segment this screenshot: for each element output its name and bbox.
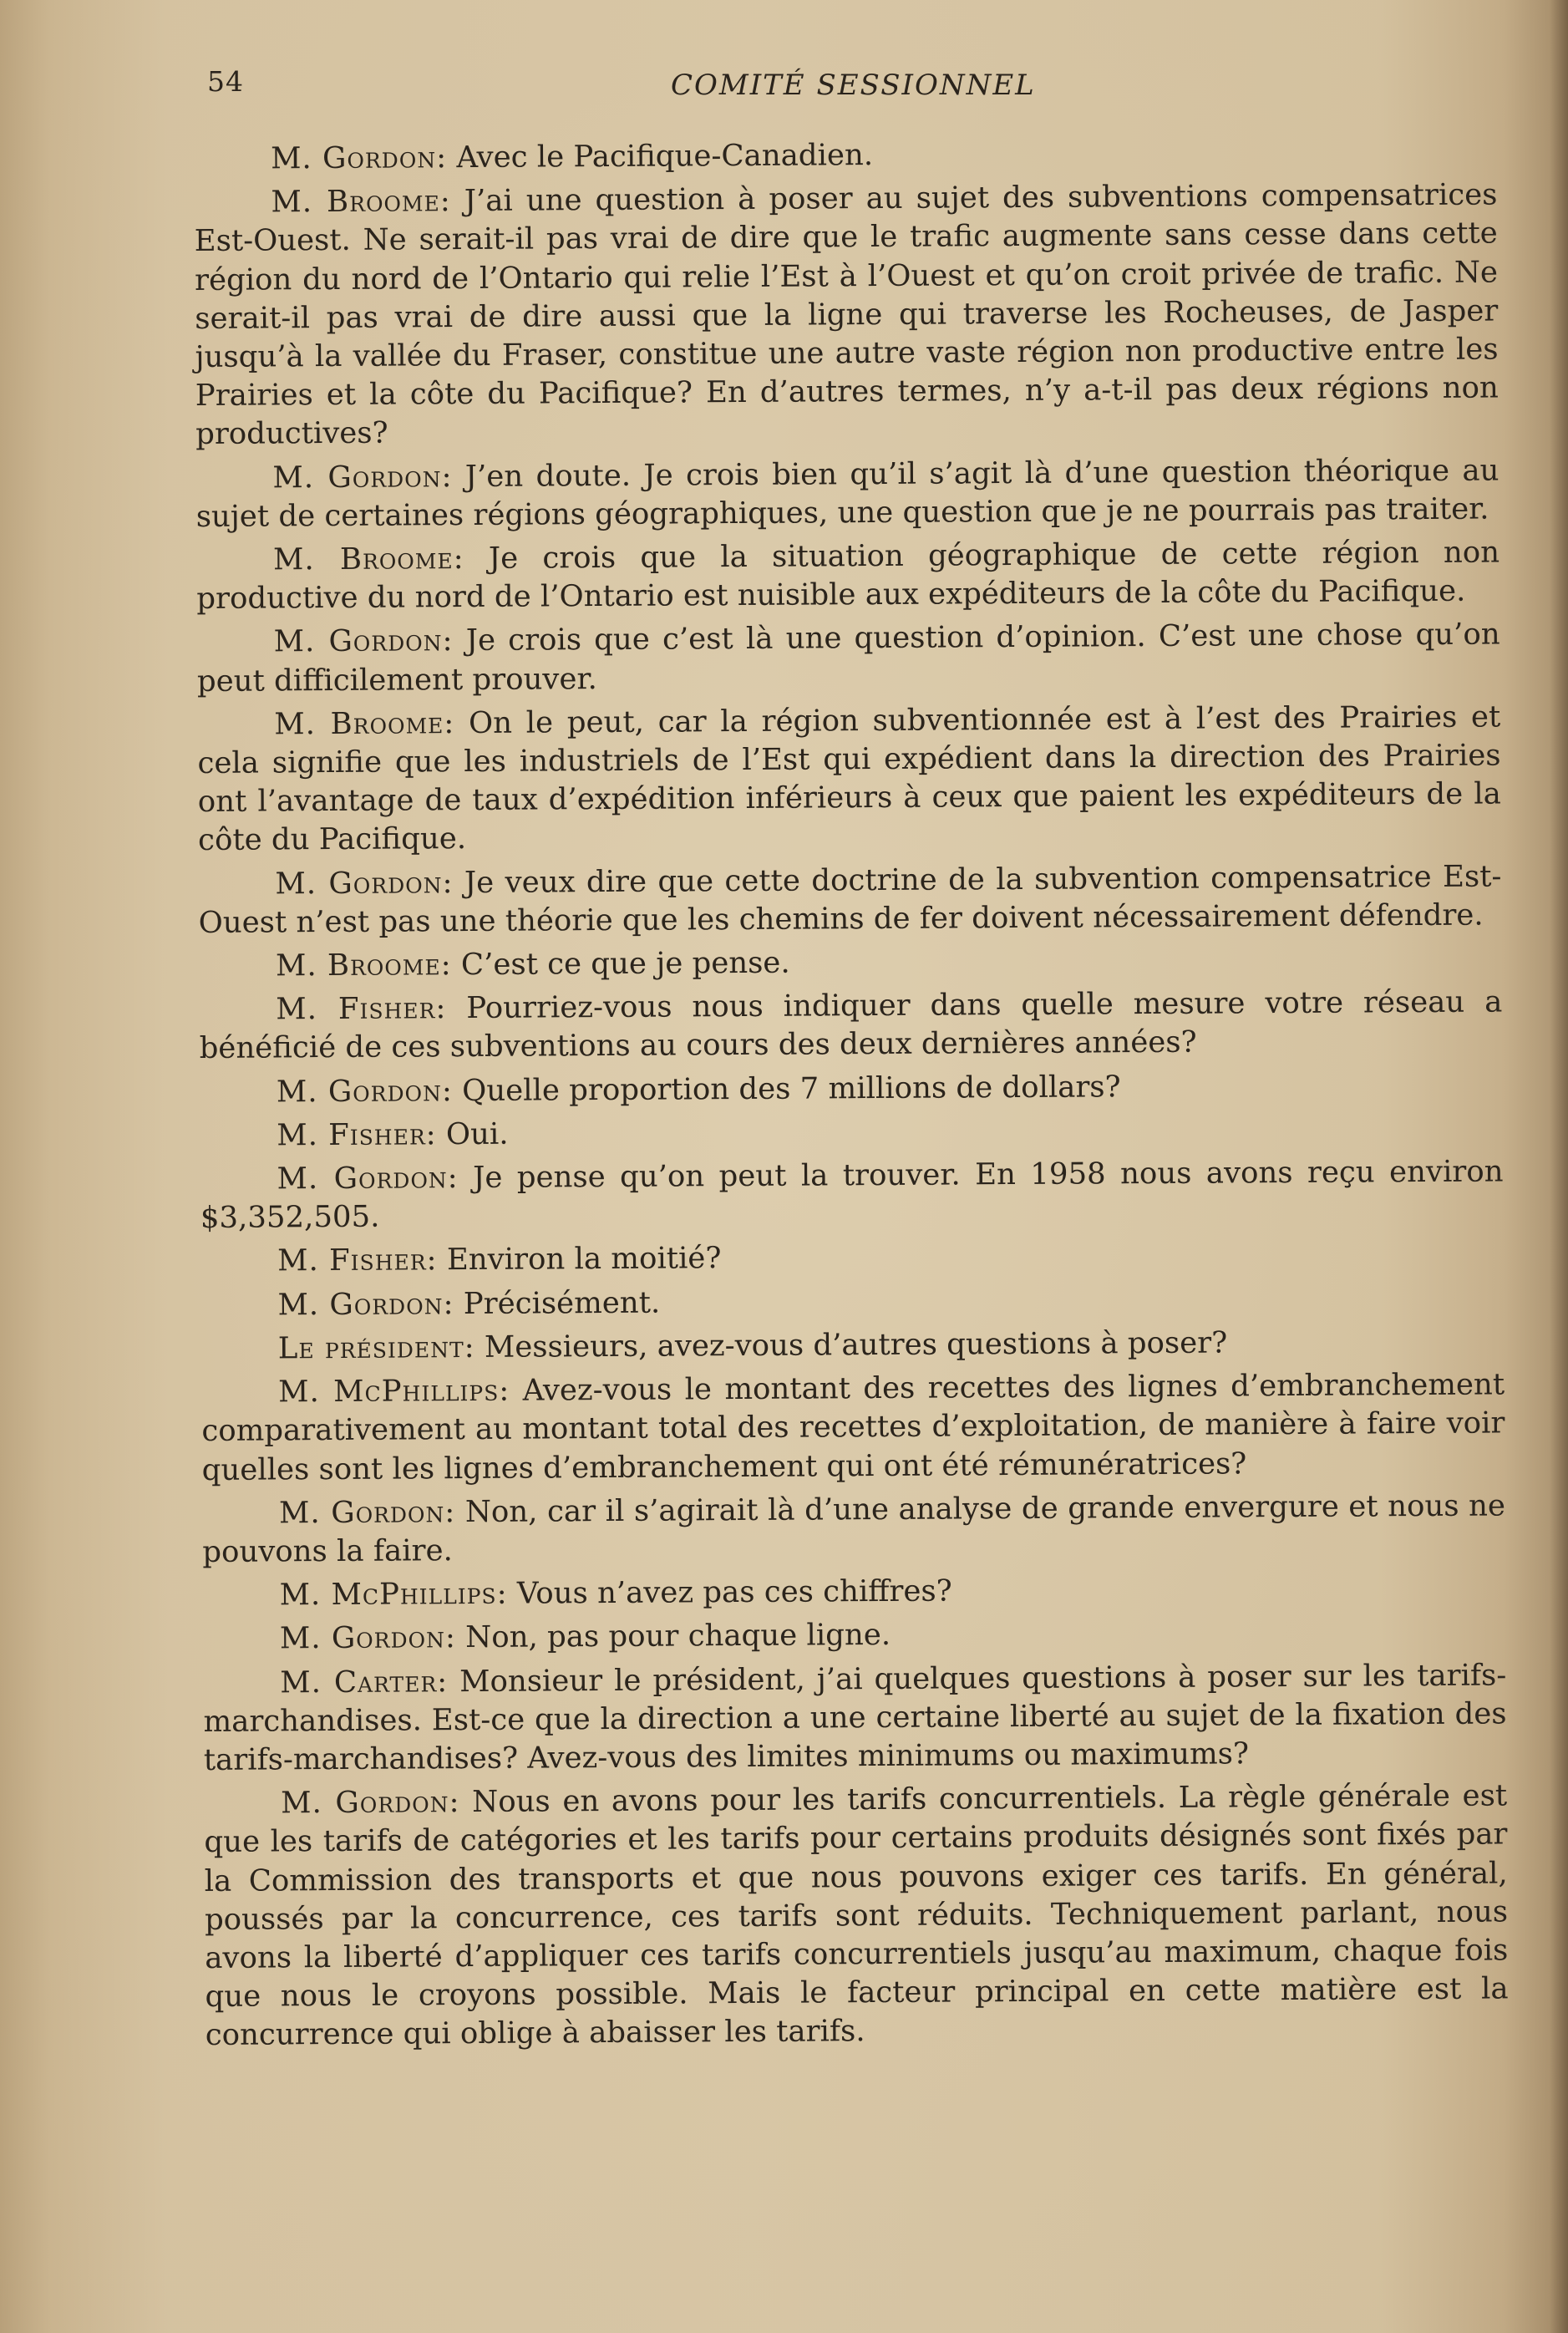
speaker-label: M. Broome: xyxy=(272,541,464,577)
speaker-label: M. Gordon: xyxy=(281,1785,460,1821)
speaker-label: M. Gordon: xyxy=(278,1494,456,1531)
speaker-label: M. Gordon: xyxy=(277,1161,459,1197)
speaker-label: M. Gordon: xyxy=(277,1286,454,1323)
speech-text: Je crois que la situation géographique de cette région non productive du nord de l’Ontario est nuisible aux expéditeurs de la côte du Pacifique. xyxy=(196,535,1500,617)
speech-text: Pourriez-vous nous indiquer dans quelle mesure votre réseau a bénéficié de ces subventions au cours des deux dernières années? xyxy=(199,984,1503,1066)
speech-text: Quelle proportion des 7 millions de dollars? xyxy=(462,1069,1121,1108)
speech-text: Je crois que c’est là une question d’opinion. C’est une chose qu’on peut difficilement prouver. xyxy=(196,617,1500,699)
paragraph xyxy=(203,1656,1507,1780)
speech-text: Je veux dire que cette doctrine de la subvention compensatrice Est-Ouest n’est pas une théorie que les chemins de fer doivent nécessairement défendre. xyxy=(198,859,1502,940)
speech-text: Environ la moitié? xyxy=(446,1241,722,1278)
paragraph xyxy=(196,533,1500,618)
speech-text: Messieurs, avez-vous d’autres questions à poser? xyxy=(484,1325,1228,1365)
speaker-label: M. Gordon: xyxy=(272,459,453,496)
speaker-label: M. Fisher: xyxy=(277,1117,437,1153)
speech-text: Précisément. xyxy=(463,1285,661,1321)
paragraph xyxy=(200,1278,1504,1325)
speech-text: J’en doute. Je crois bien qu’il s’agit là d’une question théorique au sujet de certaines régions géographiques, une question que je ne pourrais pas traiter. xyxy=(195,453,1499,534)
speaker-label: Le président: xyxy=(277,1329,475,1366)
speaker-label: M. Broome: xyxy=(271,184,451,220)
speech-text: Nous en avons pour les tarifs concurrentiels. La règle générale est que les tarifs de catégories et les tarifs pour certains produits désignés sont fixés par la Commission des transports et que nous pouvons exiger ces tarifs. En général, poussés par la concurrence, ces tarifs sont réduits. Techniquement parlant, nous avons la liberté d’appliquer ces tarifs concurrentiels jusqu’au maximum, chaque fois que nous le croyons possible. Mais le facteur principal en cette matière est la concurrence qui oblige à abaisser les tarifs. xyxy=(204,1778,1509,2053)
paragraph xyxy=(199,984,1503,1069)
speaker-label: M. Fisher: xyxy=(276,991,447,1027)
speaker-label: M. McPhillips: xyxy=(279,1576,508,1613)
speaker-label: M. Broome: xyxy=(274,705,455,742)
page-header xyxy=(207,65,1043,115)
speech-text: Non, pas pour chaque ligne. xyxy=(465,1618,891,1655)
paragraph xyxy=(198,857,1502,943)
speech-text: Vous n’avez pas ces chiffres? xyxy=(516,1573,952,1611)
paragraph xyxy=(202,1487,1506,1572)
speaker-label: M. Broome: xyxy=(275,948,452,984)
paragraph xyxy=(204,1777,1509,2056)
paragraph xyxy=(200,1153,1504,1238)
speech-text: On le peut, car la région subventionnée est à l’est des Prairies et cela signifie que les industriels de l’Est qui expédient dans la direction des Prairies ont l’avantage de taux d’expédition inférieurs à ceux que paient les expéditeurs de la côte du Pacifique. xyxy=(197,699,1501,858)
speech-text: C’est ce que je pense. xyxy=(460,945,790,983)
transcript-body xyxy=(194,132,1509,2060)
paragraph xyxy=(194,132,1497,179)
speaker-label: M. Gordon: xyxy=(279,1620,457,1656)
speech-text: Avec le Pacifique-Canadien. xyxy=(456,138,874,175)
speaker-label: M. Fisher: xyxy=(277,1243,438,1278)
paragraph xyxy=(200,1235,1504,1282)
speaker-label: M. Gordon: xyxy=(276,1073,454,1110)
running-title: COMITÉ SESSIONNEL xyxy=(671,69,1036,102)
paragraph xyxy=(194,176,1499,455)
paragraph xyxy=(203,1569,1506,1616)
speech-text: Monsieur le président, j’ai quelques questions à poser sur les tarifs-marchandises. Est-ce que la direction a une certaine liberté au sujet de la fixation des tarifs-marchandises? Avez-vous des limites minimums ou maximums? xyxy=(203,1657,1507,1777)
speaker-label: M. Gordon: xyxy=(271,140,448,176)
page-spine-shadow xyxy=(1550,0,1568,2333)
paragraph xyxy=(197,616,1501,701)
speech-text: J’ai une question à poser au sujet des subventions compensatrices Est-Ouest. Ne serait-il pas vrai de dire que le trafic augmente sans cesse dans cette région du nord de l’Ontario qui relie l’Est à l’Ouest et qu’on croit privée de trafic. Ne serait-il pas vrai de dire aussi que la ligne qui traverse les Rocheuses, de Jasper jusqu’à la vallée du Fraser, constitue une autre vaste région non productive entre les Prairies et la côte du Pacifique? En d’autres termes, n’y a-t-il pas deux régions non productives? xyxy=(194,177,1499,452)
speech-text: Oui. xyxy=(445,1116,509,1152)
paragraph xyxy=(203,1613,1506,1660)
speaker-label: M. McPhillips: xyxy=(278,1373,510,1410)
paragraph xyxy=(201,1322,1505,1369)
page-number: 54 xyxy=(207,65,244,98)
speech-text: Je pense qu’on peut la trouver. En 1958 nous avons reçu environ $3,352,505. xyxy=(200,1154,1504,1236)
speaker-label: M. Carter: xyxy=(280,1664,449,1700)
speech-text: Avez-vous le montant des recettes des lignes d’embranchement comparativement au montant total des recettes d’exploitation, de manière à faire voir quelles sont les lignes d’embranchement qui ont été rémunératrices? xyxy=(201,1367,1505,1487)
speaker-label: M. Gordon: xyxy=(275,865,454,902)
paragraph xyxy=(195,451,1499,536)
paragraph xyxy=(200,1065,1503,1112)
paragraph xyxy=(201,1366,1505,1490)
speaker-label: M. Gordon: xyxy=(273,623,454,659)
paragraph xyxy=(197,698,1501,860)
speech-text: Non, car il s’agirait là d’une analyse de grande envergure et nous ne pouvons la faire. xyxy=(202,1488,1506,1569)
paragraph xyxy=(200,1109,1503,1156)
paragraph xyxy=(199,940,1502,987)
